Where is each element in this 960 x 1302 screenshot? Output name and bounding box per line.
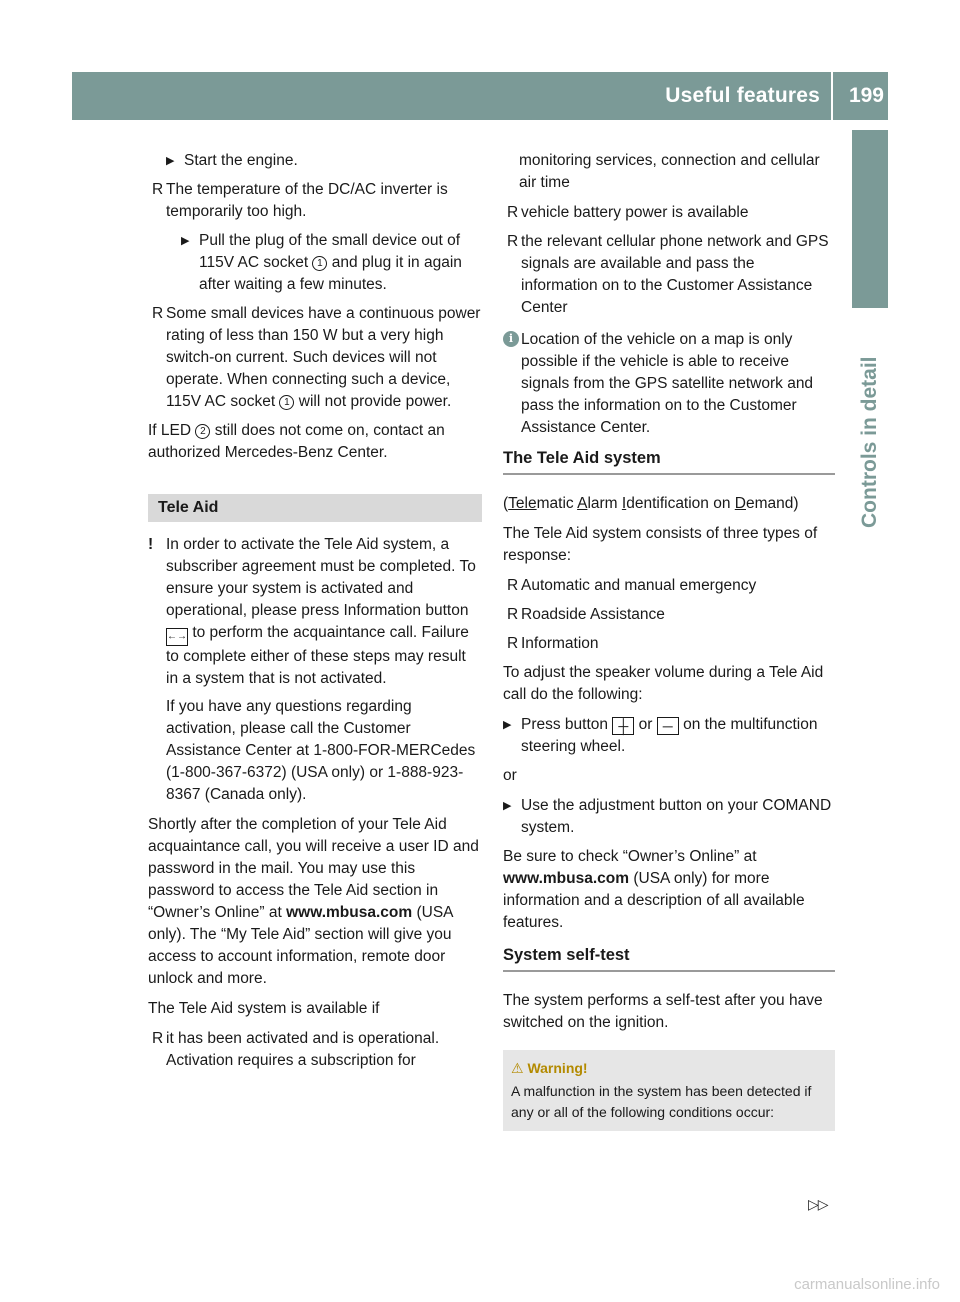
bullet-icon: R xyxy=(507,204,519,221)
minus-button-icon: ─ xyxy=(657,717,679,735)
side-tab xyxy=(852,130,888,308)
callout-2-icon: 2 xyxy=(195,424,210,439)
list-item: R Roadside Assistance xyxy=(503,604,835,626)
bullet-icon: R xyxy=(507,635,519,652)
bullet-icon: R xyxy=(152,1030,164,1047)
mbusa-link[interactable]: www.mbusa.com xyxy=(286,904,413,921)
header-divider xyxy=(831,72,833,120)
paragraph-check: Be sure to check “Owner’s Online” at www.mbusa.com (USA only) for more information and a description of all available features. xyxy=(503,848,805,931)
arrow-icon: ▶ xyxy=(503,719,512,731)
tele-aid-section-title: Tele Aid xyxy=(148,494,482,522)
or-text: or xyxy=(503,767,517,784)
header-bar xyxy=(72,72,888,120)
bullet-icon: R xyxy=(507,233,519,250)
paragraph-self-test: The system performs a self-test after you have switched on the ignition. xyxy=(503,992,823,1031)
watermark: carmanualsonline.info xyxy=(794,1276,940,1293)
step-start-engine: ▶ Start the engine. xyxy=(166,150,482,172)
list-item: R Information xyxy=(503,633,835,655)
step-press-button: ▶ Press button ┼ or ─ on the multifunction steering wheel. xyxy=(503,716,818,755)
bullet-network: R the relevant cellular phone network and GPS signals are available and pass the information on to the Customer Assistance Center xyxy=(507,233,829,316)
left-column xyxy=(148,150,482,1079)
arrow-icon: ▶ xyxy=(181,235,190,247)
paragraph-types: The Tele Aid system consists of three types of response: xyxy=(503,525,818,564)
info-icon: i xyxy=(503,331,519,347)
bullet-icon: R xyxy=(507,606,519,623)
right-column xyxy=(503,150,835,1131)
heading-tele-aid-system: The Tele Aid system xyxy=(503,447,835,475)
acronym-line: (Telematic Alarm Identification on Demand) xyxy=(503,495,799,512)
step-adjustment: ▶ Use the adjustment button on your COMAND system. xyxy=(503,797,832,836)
paragraph-shortly: Shortly after the completion of your Tele Aid acquaintance call, you will receive a user ID and password in the mail. You may use this password to access the Tele Aid section in “Owner’s Online” at www.mbusa.com (USA only). The “My Tele Aid” section will give you access to account information, remote door unlock and more. xyxy=(148,816,479,987)
warning-icon: ⚠ xyxy=(511,1060,524,1076)
continue-icon: ▷▷ xyxy=(808,1196,828,1212)
warning-text: A malfunction in the system has been detected if any or all of the following conditions occur: xyxy=(511,1083,812,1120)
heading-self-test: System self-test xyxy=(503,944,835,972)
bullet-battery: R vehicle battery power is available xyxy=(503,202,835,224)
bullet-activated: R it has been activated and is operational. Activation requires a subscription for xyxy=(152,1030,440,1069)
continued-text: monitoring services, connection and cellular air time xyxy=(519,152,820,191)
bullet-small-devices: R Some small devices have a continuous power rating of less than 150 W but a very high switch-on current. Such devices will not operate. When connecting such a device, 115V AC socket 1 will not provide power. xyxy=(152,305,481,410)
activation-contact-note: If you have any questions regarding activation, please call the Customer Assistance Center at 1-800-FOR-MERCedes (1-800-367-6372) (USA only) or 1-888-923-8367 (Canada only). xyxy=(166,698,476,803)
paragraph-available: The Tele Aid system is available if xyxy=(148,1000,380,1017)
warning-box xyxy=(503,1050,835,1131)
bullet-icon: R xyxy=(152,305,164,322)
arrow-icon: ▶ xyxy=(166,155,175,167)
list-item: R Automatic and manual emergency xyxy=(503,575,835,597)
arrow-icon: ▶ xyxy=(503,800,512,812)
warning-title: ⚠ Warning! xyxy=(511,1060,588,1076)
mbusa-link[interactable]: www.mbusa.com xyxy=(503,870,630,887)
section-title: Useful features xyxy=(665,84,820,107)
activation-note: ! In order to activate the Tele Aid system, a subscriber agreement must be completed. To ensure your system is activated and operational, please press Information button ←→ to perform the acquaintance call. Failure to complete either of these steps may result in a system that is not activated. xyxy=(148,536,476,687)
bullet-icon: R xyxy=(507,577,519,594)
step-pull-plug: ▶ Pull the plug of the small device out of 115V AC socket 1 and plug it in again after waiting a few minutes. xyxy=(181,232,462,293)
callout-1-icon: 1 xyxy=(312,256,327,271)
plus-button-icon: ┼ xyxy=(612,717,634,735)
callout-1-icon: 1 xyxy=(279,395,294,410)
chapter-label: Controls in detail xyxy=(858,356,881,528)
paragraph-led: If LED 2 still does not come on, contact an authorized Mercedes-Benz Center. xyxy=(148,422,445,461)
information-button-icon: ←→ xyxy=(166,628,188,646)
bullet-icon: R xyxy=(152,181,164,198)
bullet-temperature: R The temperature of the DC/AC inverter is temporarily too high. xyxy=(152,181,448,220)
paragraph-volume: To adjust the speaker volume during a Tele Aid call do the following: xyxy=(503,664,824,703)
page-number: 199 xyxy=(848,84,884,107)
exclamation-icon: ! xyxy=(148,536,154,553)
info-note: i Location of the vehicle on a map is only possible if the vehicle is able to receive signals from the GPS satellite network and pass the information on to the Customer Assistance Center. xyxy=(503,329,835,439)
